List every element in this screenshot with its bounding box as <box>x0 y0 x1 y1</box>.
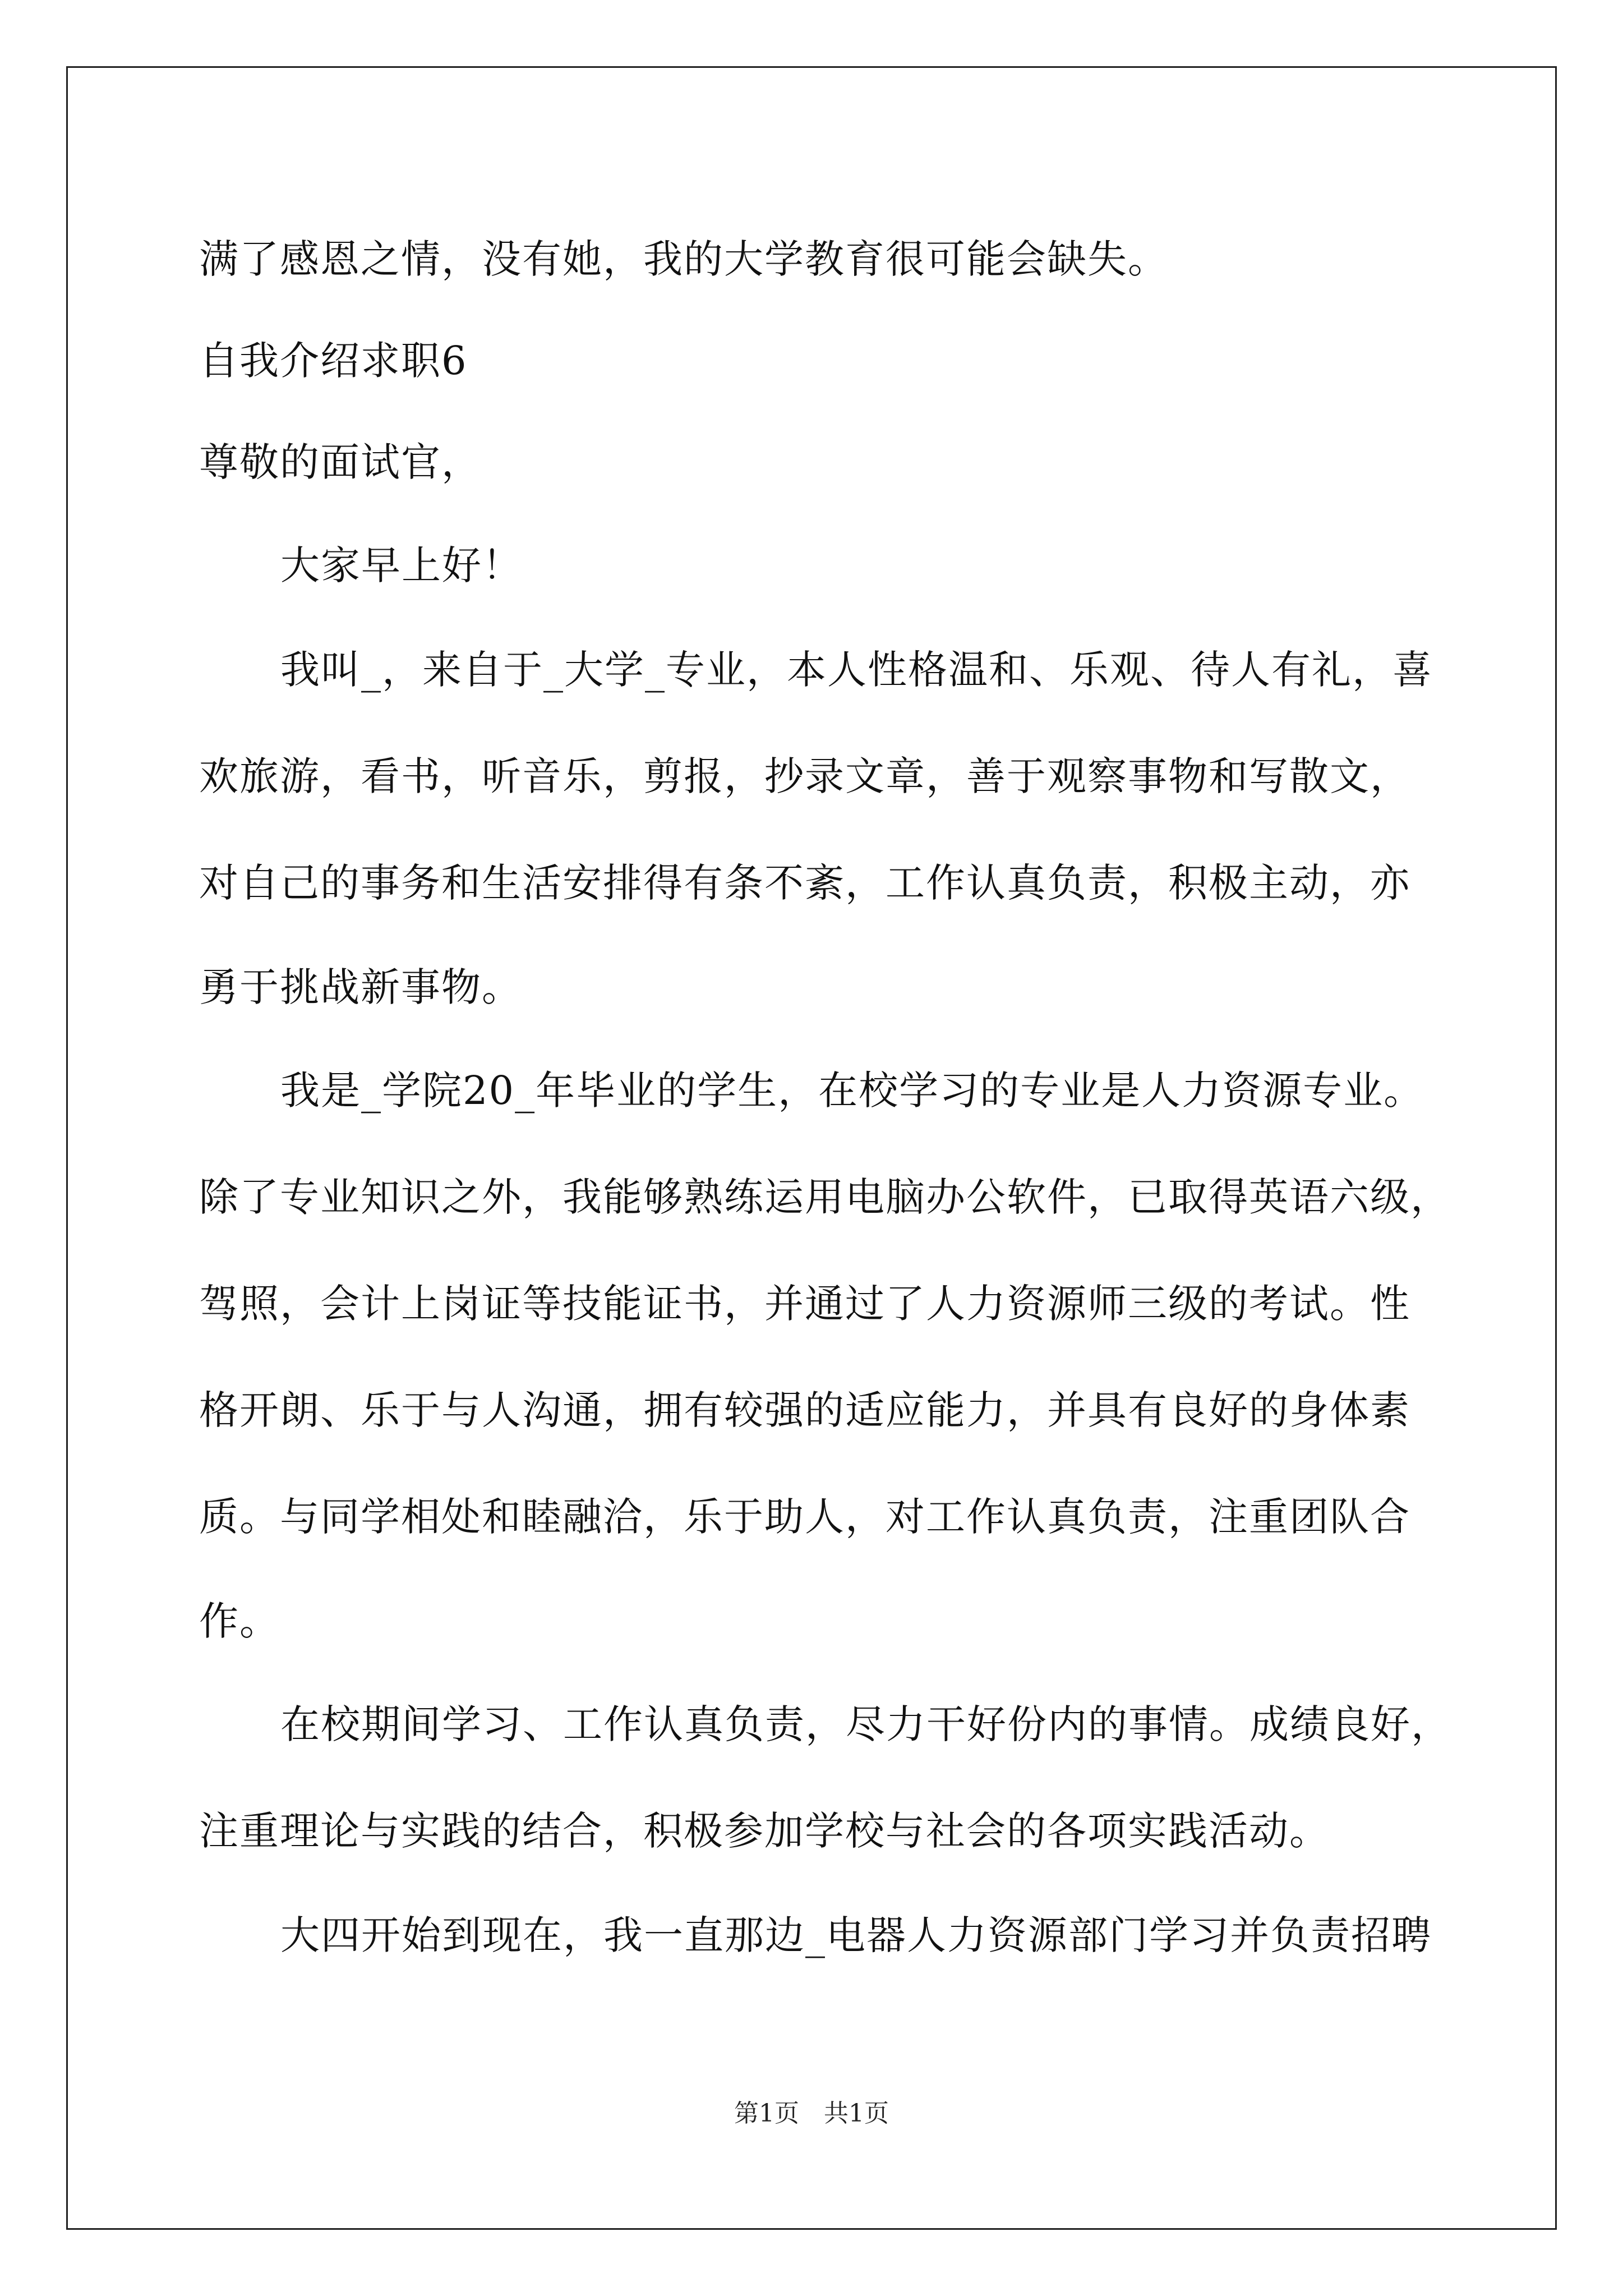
body-line-6: 欢旅游，看书，听音乐，剪报，抄录文章，善于观察事物和写散文， <box>199 753 1410 799</box>
body-line-16: 注重理论与实践的结合，积极参加学校与社会的各项实践活动。 <box>199 1808 1330 1854</box>
body-line-14: 作。 <box>199 1598 280 1644</box>
body-line-5: 我叫_，来自于_大学_专业，本人性格温和、乐观、待人有礼，喜 <box>280 647 1433 693</box>
section-heading: 自我介绍求职6 <box>199 338 468 384</box>
body-line-1: 满了感恩之情，没有她，我的大学教育很可能会缺失。 <box>199 236 1168 282</box>
body-line-7: 对自己的事务和生活安排得有条不紊，工作认真负责，积极主动，亦 <box>199 860 1410 906</box>
body-line-15: 在校期间学习、工作认真负责，尽力干好份内的事情。成绩良好， <box>280 1701 1451 1747</box>
body-line-11: 驾照，会计上岗证等技能证书，并通过了人力资源师三级的考试。性 <box>199 1281 1410 1327</box>
body-line-10: 除了专业知识之外，我能够熟练运用电脑办公软件，已取得英语六级， <box>199 1174 1451 1220</box>
salutation: 尊敬的面试官， <box>199 439 482 485</box>
page-footer: 第1页 共1页 <box>734 2099 889 2128</box>
greeting: 大家早上好！ <box>280 542 523 588</box>
body-line-12: 格开朗、乐于与人沟通，拥有较强的适应能力，并具有良好的身体素 <box>199 1387 1410 1433</box>
body-line-9: 我是_学院20_年毕业的学生，在校学习的专业是人力资源专业。 <box>280 1068 1424 1114</box>
body-line-8: 勇于挑战新事物。 <box>199 964 522 1010</box>
body-line-13: 质。与同学相处和睦融洽，乐于助人，对工作认真负责，注重团队合 <box>199 1494 1410 1540</box>
page-border <box>66 66 1557 2230</box>
body-line-17: 大四开始到现在，我一直那边_电器人力资源部门学习并负责招聘 <box>280 1912 1432 1958</box>
